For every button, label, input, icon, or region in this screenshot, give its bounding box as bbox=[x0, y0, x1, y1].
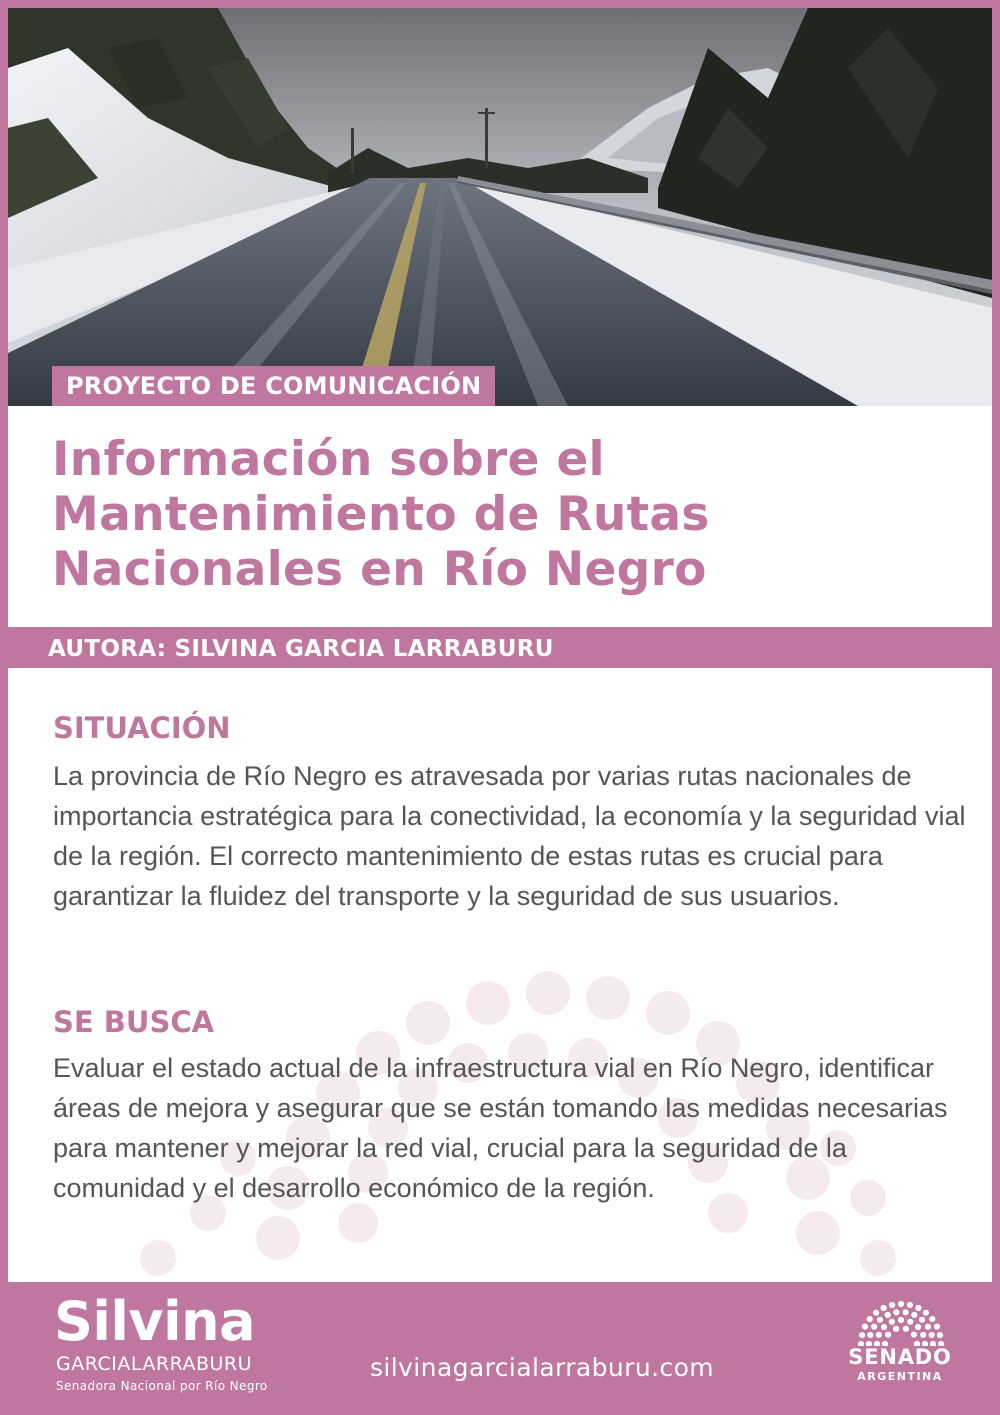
hemicycle-seat bbox=[903, 1326, 909, 1332]
hemicycle-seat bbox=[929, 1332, 935, 1338]
hemicycle-seat bbox=[915, 1305, 921, 1311]
hemicycle-seat bbox=[873, 1310, 879, 1316]
hemicycle-seat bbox=[934, 1324, 940, 1330]
section-heading-se-busca: SE BUSCA bbox=[53, 1005, 215, 1039]
hemicycle-seat bbox=[881, 1324, 887, 1330]
hemicycle-seat bbox=[859, 1332, 865, 1338]
hemicycle-seat bbox=[925, 1324, 931, 1330]
page-title bbox=[52, 432, 972, 597]
hemicycle-seat bbox=[876, 1332, 882, 1338]
hemicycle-seat bbox=[893, 1309, 899, 1315]
hemicycle-seat bbox=[867, 1332, 873, 1338]
project-type-tag: PROYECTO DE COMUNICACIÓN bbox=[52, 366, 495, 406]
hemicycle-seat bbox=[923, 1310, 929, 1316]
senado-country: ARGENTINA bbox=[857, 1370, 943, 1383]
hemicycle-seat bbox=[920, 1332, 926, 1338]
hemicycle-seat bbox=[919, 1317, 925, 1323]
logo-name: Silvina bbox=[54, 1290, 256, 1353]
hemicycle-seat bbox=[898, 1317, 904, 1323]
hemicycle-seat bbox=[907, 1319, 913, 1325]
hemicycle-seat bbox=[889, 1319, 895, 1325]
content-panel bbox=[8, 668, 992, 1282]
hemicycle-seat bbox=[881, 1305, 887, 1311]
hemicycle-seat bbox=[871, 1324, 877, 1330]
title-line-3: Nacionales en Río Negro bbox=[52, 542, 707, 597]
hemicycle-seat bbox=[915, 1324, 921, 1330]
section-text-se-busca: Evaluar el estado actual de la infraestructura vial en Río Negro, identificar áreas de mejora y asegurar que se están tomando las medidas necesarias para mantener y mejorar la red vial, crucial para la seguridad de la comunidad y el desarrollo económico de la región. bbox=[53, 1053, 948, 1203]
logo-role: Senadora Nacional por Río Negro bbox=[56, 1379, 268, 1393]
hemicycle-seat bbox=[929, 1316, 935, 1322]
snowy-road-photo bbox=[8, 8, 992, 406]
hemicycle-seat bbox=[885, 1312, 891, 1318]
hemicycle-seat bbox=[889, 1302, 895, 1308]
road-illustration bbox=[8, 8, 992, 406]
author-label: AUTORA: SILVINA GARCIA LARRABURU bbox=[48, 636, 554, 662]
hemicycle-icon bbox=[856, 1296, 946, 1346]
hemicycle-seat bbox=[898, 1301, 904, 1307]
hemicycle-seat bbox=[937, 1332, 943, 1338]
hemicycle-seat bbox=[903, 1309, 909, 1315]
hemicycle-seat bbox=[893, 1326, 899, 1332]
section-heading-situacion: SITUACIÓN bbox=[53, 711, 231, 745]
hemicycle-seat bbox=[911, 1312, 917, 1318]
hemicycle-seat bbox=[862, 1324, 868, 1330]
hemicycle-seat bbox=[907, 1302, 913, 1308]
logo-surname: GARCIALARRABURU bbox=[56, 1353, 253, 1375]
footer bbox=[0, 1282, 1000, 1415]
title-panel bbox=[8, 406, 992, 627]
hemicycle-seat bbox=[867, 1316, 873, 1322]
title-line-2: Mantenimiento de Rutas bbox=[52, 487, 710, 542]
hemicycle-seat bbox=[885, 1332, 891, 1338]
senado-name: SENADO bbox=[848, 1345, 952, 1369]
section-text-situacion: La provincia de Río Negro es atravesada por varias rutas nacionales de importancia estratégica para la conectividad, la economía y la seguridad vial de la región. El correcto mantenimiento de estas rutas es crucial para garantizar la fluidez del transporte y la seguridad de sus usuarios. bbox=[53, 761, 966, 911]
title-line-1: Información sobre el bbox=[52, 432, 605, 487]
hemicycle-seat bbox=[877, 1317, 883, 1323]
website-link[interactable]: silvinagarcialarraburu.com bbox=[370, 1353, 715, 1382]
hemicycle-seat bbox=[911, 1332, 917, 1338]
